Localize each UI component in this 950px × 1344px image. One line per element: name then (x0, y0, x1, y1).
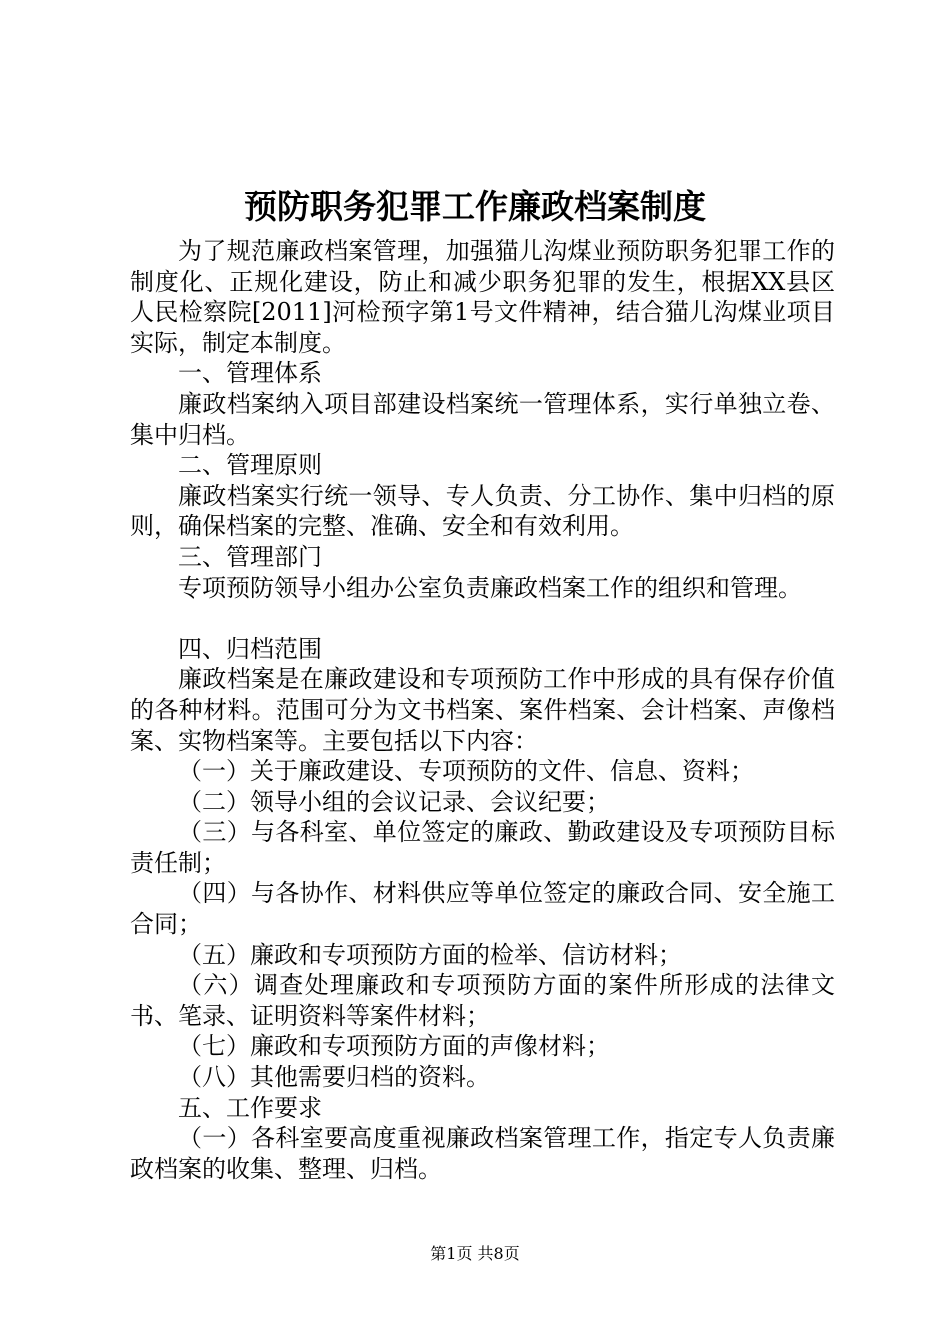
intro-paragraph: 为了规范廉政档案管理，加强猫儿沟煤业预防职务犯罪工作的制度化、正规化建设，防止和减少职务犯罪的发生，根据XX县区人民检察院[2011]河检预字第1号文件精神，结合猫儿沟煤业项目实际，制定本制度。 (130, 237, 835, 357)
section-heading-4: 四、归档范围 (178, 634, 322, 663)
list-item: （二）领导小组的会议记录、会议纪要； (178, 787, 610, 816)
body-paragraph: 廉政档案纳入项目部建设档案统一管理体系，实行单独立卷、集中归档。 (130, 389, 835, 449)
section-heading-1: 一、管理体系 (178, 359, 322, 388)
body-paragraph: 廉政档案是在廉政建设和专项预防工作中形成的具有保存价值的各种材料。范围可分为文书档案、案件档案、会计档案、声像档案、实物档案等。主要包括以下内容： (130, 665, 835, 755)
list-item: （六）调查处理廉政和专项预防方面的案件所形成的法律文书、笔录、证明资料等案件材料； (130, 971, 835, 1030)
page-number-footer: 第1页 共8页 (430, 1244, 520, 1263)
section-heading-3: 三、管理部门 (178, 542, 322, 571)
list-item: （四）与各协作、材料供应等单位签定的廉政合同、安全施工合同； (130, 879, 835, 939)
section-heading-5: 五、工作要求 (178, 1093, 322, 1122)
list-item: （五）廉政和专项预防方面的检举、信访材料； (178, 940, 682, 969)
blank-line (130, 603, 835, 634)
list-item: （三）与各科室、单位签定的廉政、勤政建设及专项预防目标责任制； (130, 818, 835, 877)
list-item: （一）关于廉政建设、专项预防的文件、信息、资料； (178, 757, 754, 786)
list-item: （七）廉政和专项预防方面的声像材料； (178, 1032, 610, 1061)
document-title: 预防职务犯罪工作廉政档案制度 (244, 187, 706, 226)
list-item: （八）其他需要归档的资料。 (178, 1063, 490, 1092)
section-heading-2: 二、管理原则 (178, 451, 322, 480)
body-paragraph: 廉政档案实行统一领导、专人负责、分工协作、集中归档的原则，确保档案的完整、准确、安全和有效利用。 (130, 481, 835, 541)
document-body (130, 236, 835, 1184)
list-item: （一）各科室要高度重视廉政档案管理工作，指定专人负责廉政档案的收集、整理、归档。 (130, 1124, 835, 1183)
body-paragraph: 专项预防领导小组办公室负责廉政档案工作的组织和管理。 (178, 573, 802, 602)
